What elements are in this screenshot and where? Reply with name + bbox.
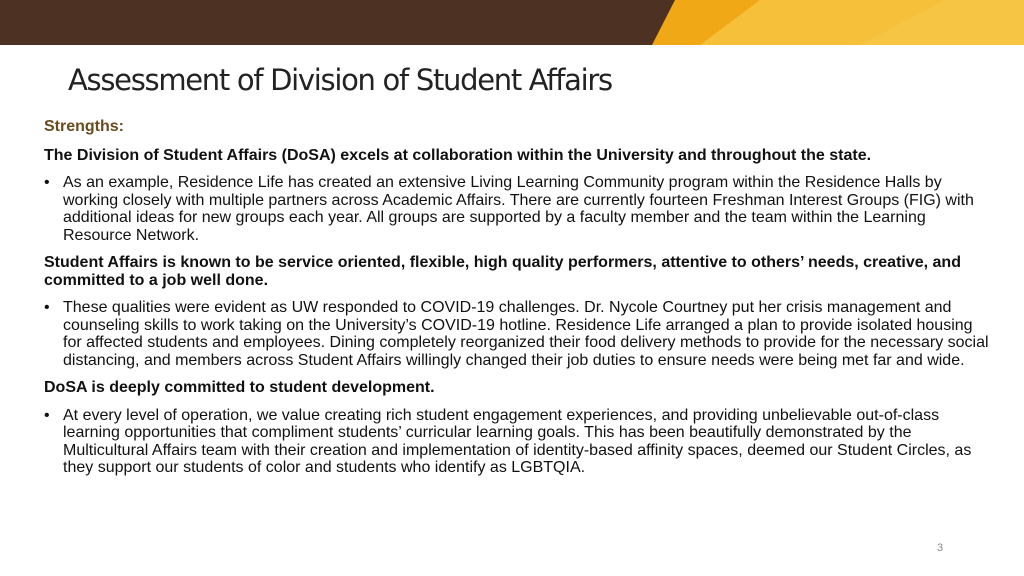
section-lead: DoSA is deeply committed to student development. (44, 379, 435, 396)
section-lead: Student Affairs is known to be service oriented, flexible, high quality performers, attentive to others’ needs, creative, and committed to a job well done. (44, 254, 961, 289)
slide-content (44, 118, 989, 487)
header-band-graphic (0, 0, 1024, 45)
bullet-text: These qualities were evident as UW responded to COVID-19 challenges. Dr. Nycole Courtney put her crisis management and counseling skills to work taking on the University’s COVID-19 hotline. Residence Life arranged a plan to provide isolated housing for affected students and employees. Dining completely reorganized their food delivery methods to provide for the necessary social distancing, and members across Student Affairs willingly changed their job duties to ensure needs were being met far and wide. (63, 299, 989, 369)
bullet-text: As an example, Residence Life has created an extensive Living Learning Community program within the Residence Halls by working closely with multiple partners across Academic Affairs. There are currently fourteen Freshman Interest Groups (FIG) with additional ideas for new groups each year. All groups are supported by a faculty member and the team within the Learning Resource Network. (63, 174, 974, 244)
bullet-text: At every level of operation, we value creating rich student engagement experiences, and providing unbelievable out-of-class learning opportunities that compliment students’ curricular learning goals. This has been beautifully demonstrated by the Multicultural Affairs team with their creation and implementation of identity-based affinity spaces, deemed our Student Circles, as they support our students of color and students who identify as LGBTQIA. (63, 406, 972, 476)
strengths-label: Strengths: (44, 118, 124, 135)
bullet-item (44, 407, 989, 477)
section-lead: The Division of Student Affairs (DoSA) excels at collaboration within the University and throughout the state. (44, 146, 872, 164)
bullet-icon: • (44, 174, 50, 191)
bullet-icon: • (44, 299, 50, 316)
header-band (0, 0, 1024, 45)
slide-title: Assessment of Division of Student Affairs (68, 63, 612, 97)
bullet-icon: • (44, 406, 50, 424)
page-number: 3 (937, 542, 944, 554)
bullet-item (44, 299, 989, 369)
bullet-item (44, 174, 989, 244)
